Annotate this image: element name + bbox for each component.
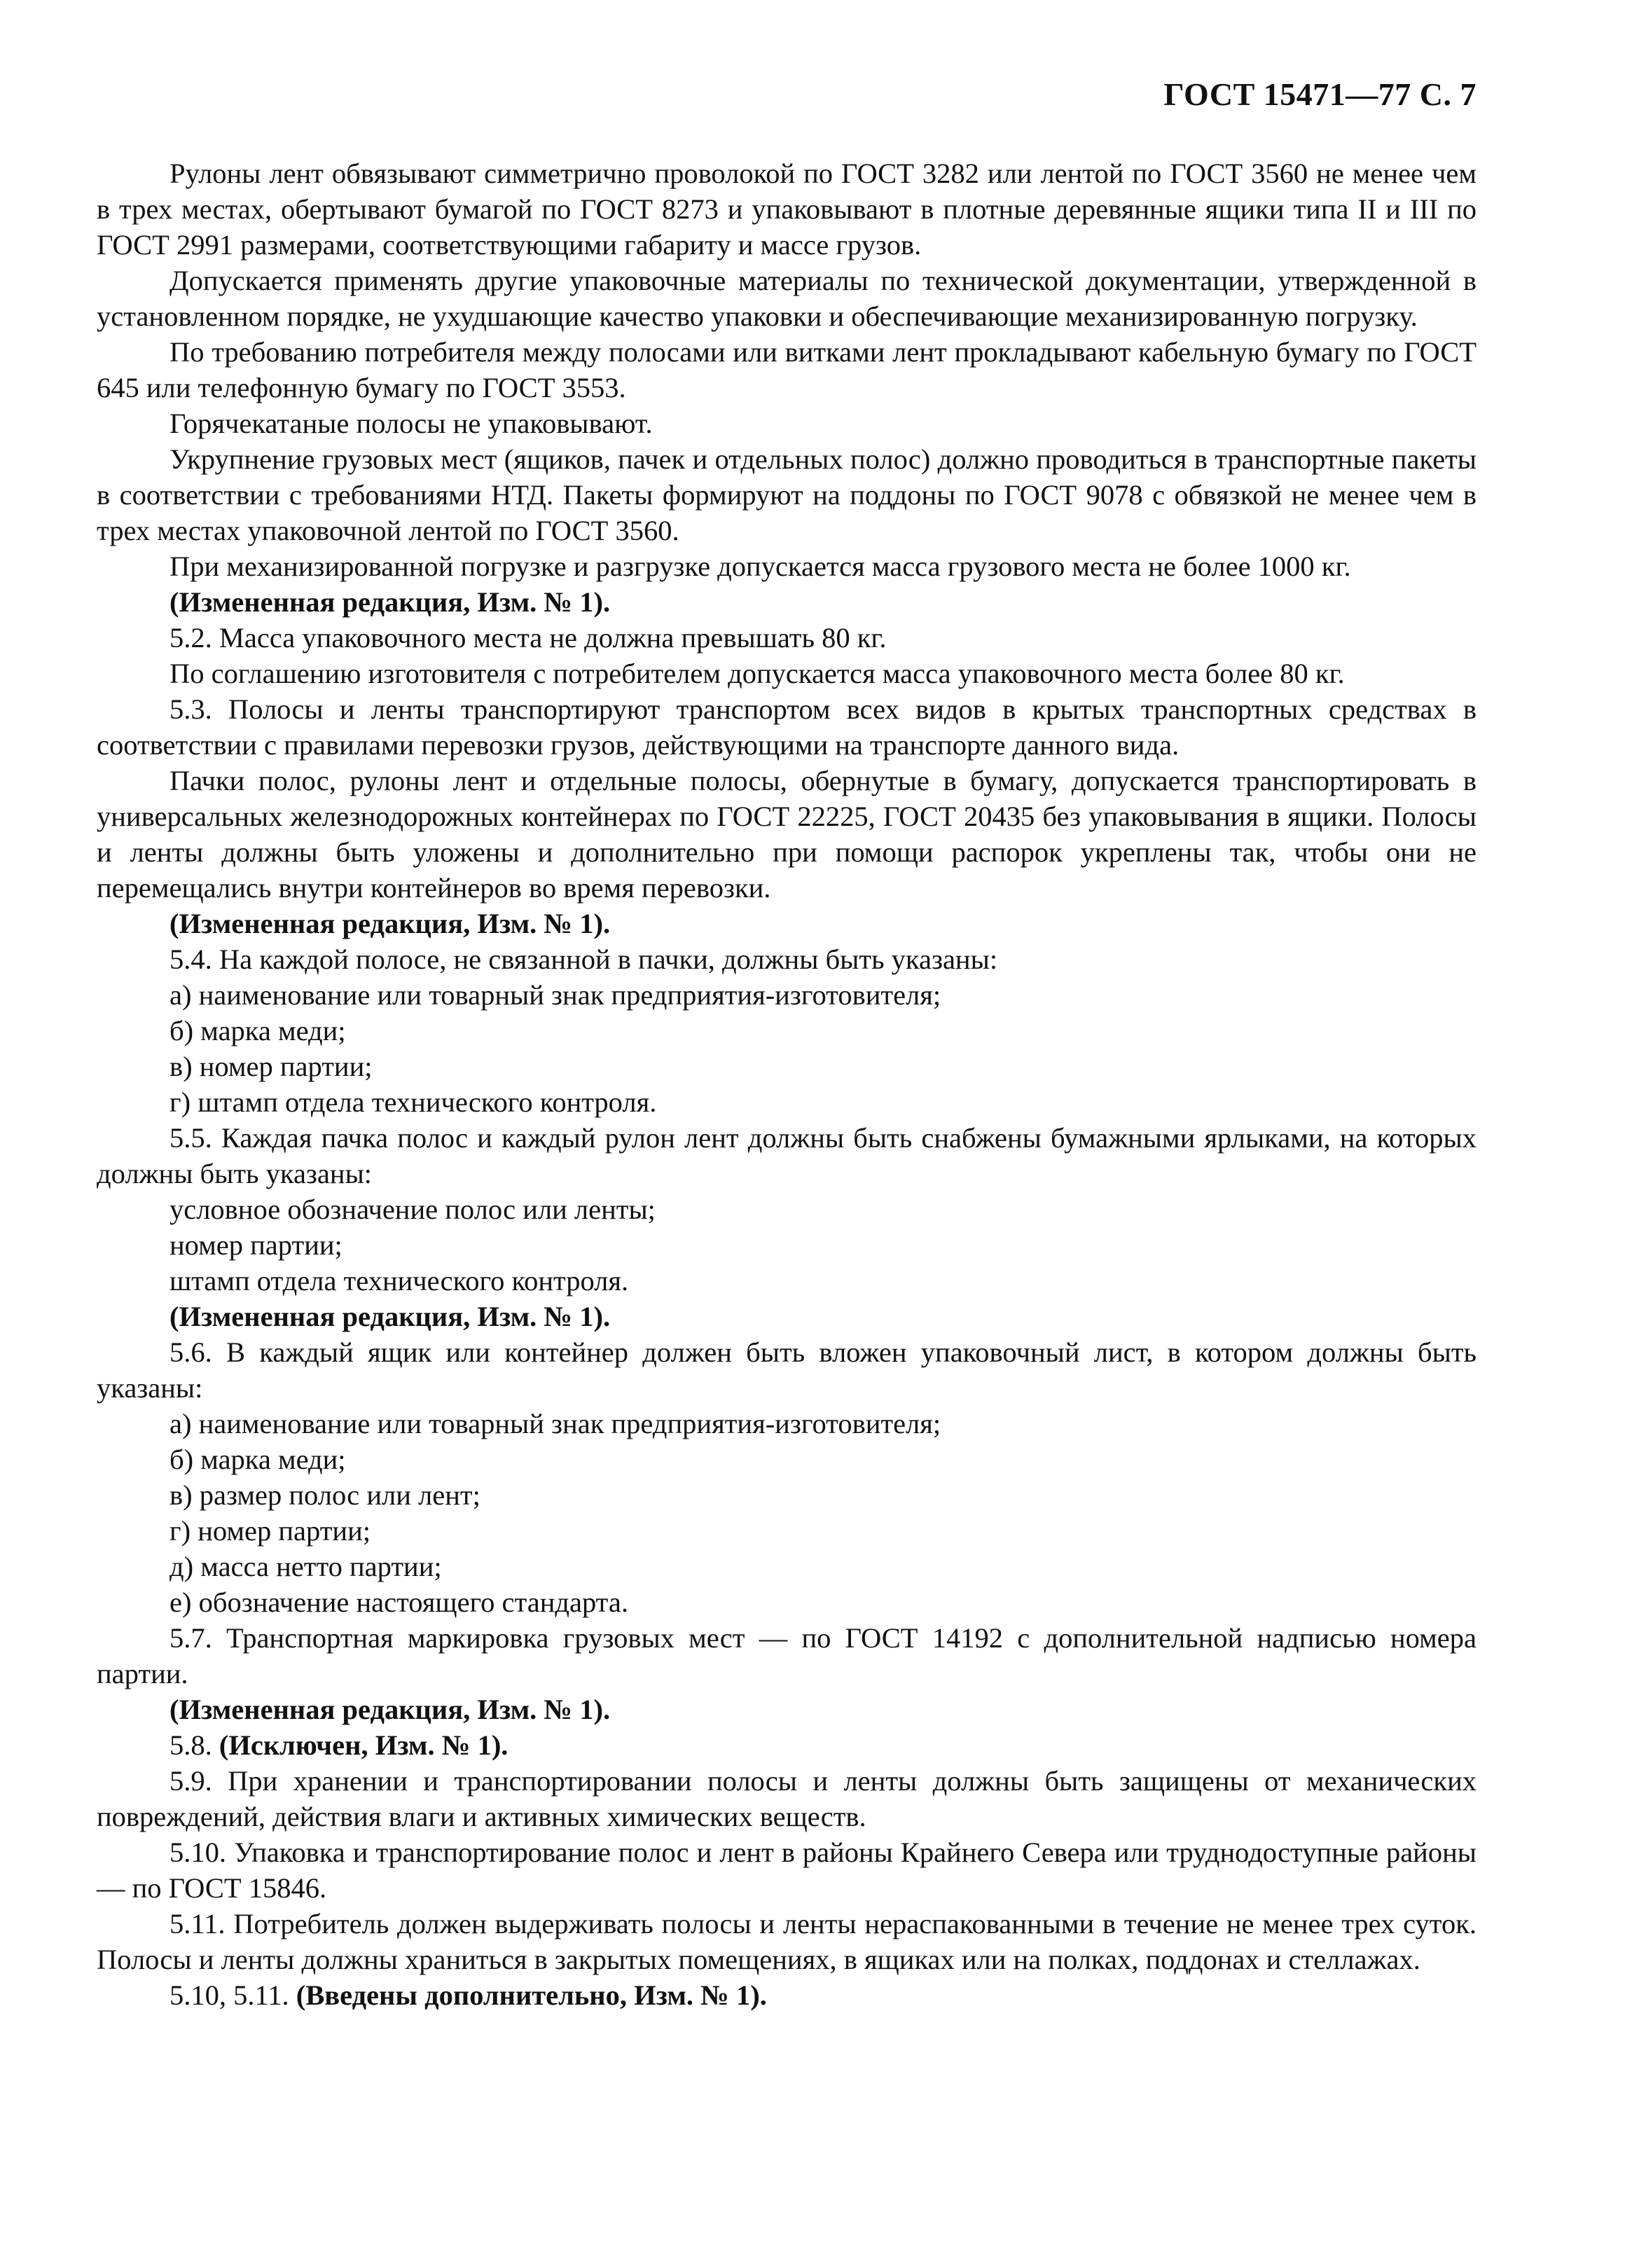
paragraph-excluded (97, 1727, 1477, 1763)
amendment-note: (Измененная редакция, Изм. № 1). (170, 586, 611, 618)
list-item: е) обозначение настоящего стандарта. (170, 1586, 628, 1618)
list-item: б) марка меди; (170, 1444, 346, 1475)
clause-number: 5.10, 5.11. (170, 1979, 296, 2011)
list-item: б) марка меди; (170, 1015, 346, 1046)
list-item: в) номер партии; (170, 1051, 373, 1082)
paragraph-added (97, 1977, 1477, 2013)
paragraph: По требованию потребителя между полосами или витками лент прокладывают кабельную бумагу по ГОСТ 645 или телефонную бумагу по ГОСТ 3553. (97, 336, 1477, 403)
list-item: г) номер партии; (170, 1515, 371, 1547)
paragraph: Допускается применять другие упаковочные материалы по технической документации, утвержденной в установленном порядке, не ухудшающие качество упаковки и обеспечивающие механизированную погрузку. (97, 265, 1477, 332)
document-body (97, 155, 1477, 2013)
page-header: ГОСТ 15471—77 С. 7 (1163, 76, 1477, 112)
amendment-note: (Измененная редакция, Изм. № 1). (170, 908, 611, 939)
paragraph: При механизированной погрузке и разгрузке допускается масса грузового места не более 1000 кг. (170, 551, 1351, 582)
paragraph: 5.6. В каждый ящик или контейнер должен быть вложен упаковочный лист, в котором должны быть указаны: (97, 1336, 1477, 1404)
list-item: штамп отдела технического контроля. (170, 1265, 629, 1297)
paragraph: Горячекатаные полосы не упаковывают. (170, 408, 653, 439)
list-item: условное обозначение полос или ленты; (170, 1194, 656, 1225)
list-item: д) масса нетто партии; (170, 1551, 442, 1582)
paragraph: 5.7. Транспортная маркировка грузовых мест — по ГОСТ 14192 с дополнительной надписью номера партии. (97, 1622, 1477, 1689)
list-item: а) наименование или товарный знак предприятия-изготовителя; (170, 979, 941, 1011)
amendment-note: (Измененная редакция, Изм. № 1). (170, 1694, 611, 1725)
amendment-note: (Исключен, Изм. № 1). (219, 1729, 509, 1761)
paragraph: Рулоны лент обвязывают симметрично проволокой по ГОСТ 3282 или лентой по ГОСТ 3560 не менее чем в трех местах, обертывают бумагой по ГОСТ 8273 и упаковывают в плотные деревянные ящики типа II и III по ГОСТ 2991 размерами, соответствующими габариту и массе грузов. (97, 158, 1477, 261)
paragraph: 5.2. Масса упаковочного места не должна превышать 80 кг. (170, 622, 887, 654)
paragraph: Пачки полос, рулоны лент и отдельные полосы, обернутые в бумагу, допускается транспортировать в универсальных железнодорожных контейнерах по ГОСТ 22225, ГОСТ 20435 без упаковывания в ящики. Полосы и ленты должны быть уложены и дополнительно при помощи распорок укреплены так, чтобы они не перемещались внутри контейнеров во время перевозки. (97, 765, 1477, 904)
paragraph: 5.4. На каждой полосе, не связанной в пачки, должны быть указаны: (170, 943, 998, 975)
amendment-note: (Измененная редакция, Изм. № 1). (170, 1301, 611, 1332)
paragraph: 5.11. Потребитель должен выдерживать полосы и ленты нераспакованными в течение не менее трех суток. Полосы и ленты должны храниться в закрытых помещениях, в ящиках или на полках, поддонах и стеллажах. (97, 1908, 1477, 1975)
list-item: номер партии; (170, 1229, 343, 1261)
paragraph: Укрупнение грузовых мест (ящиков, пачек и отдельных полос) должно проводиться в транспортные пакеты в соответствии с требованиями НТД. Пакеты формируют на поддоны по ГОСТ 9078 с обвязкой не менее чем в трех местах упаковочной лентой по ГОСТ 3560. (97, 443, 1477, 546)
list-item: а) наименование или товарный знак предприятия-изготовителя; (170, 1408, 941, 1439)
list-item: в) размер полос или лент; (170, 1479, 480, 1511)
amendment-note: (Введены дополнительно, Изм. № 1). (296, 1979, 767, 2011)
paragraph: 5.3. Полосы и ленты транспортируют транспортом всех видов в крытых транспортных средствах в соответствии с правилами перевозки грузов, действующими на транспорте данного вида. (97, 693, 1477, 761)
paragraph: 5.5. Каждая пачка полос и каждый рулон лент должны быть снабжены бумажными ярлыками, на которых должны быть указаны: (97, 1122, 1477, 1189)
paragraph: 5.10. Упаковка и транспортирование полос и лент в районы Крайнего Севера или труднодоступные районы — по ГОСТ 15846. (97, 1837, 1477, 1904)
paragraph: 5.9. При хранении и транспортировании полосы и ленты должны быть защищены от механических повреждений, действия влаги и активных химических веществ. (97, 1765, 1477, 1832)
list-item: г) штамп отдела технического контроля. (170, 1086, 657, 1118)
clause-number: 5.8. (170, 1729, 219, 1761)
paragraph: По соглашению изготовителя с потребителем допускается масса упаковочного места более 80 кг. (170, 658, 1345, 689)
